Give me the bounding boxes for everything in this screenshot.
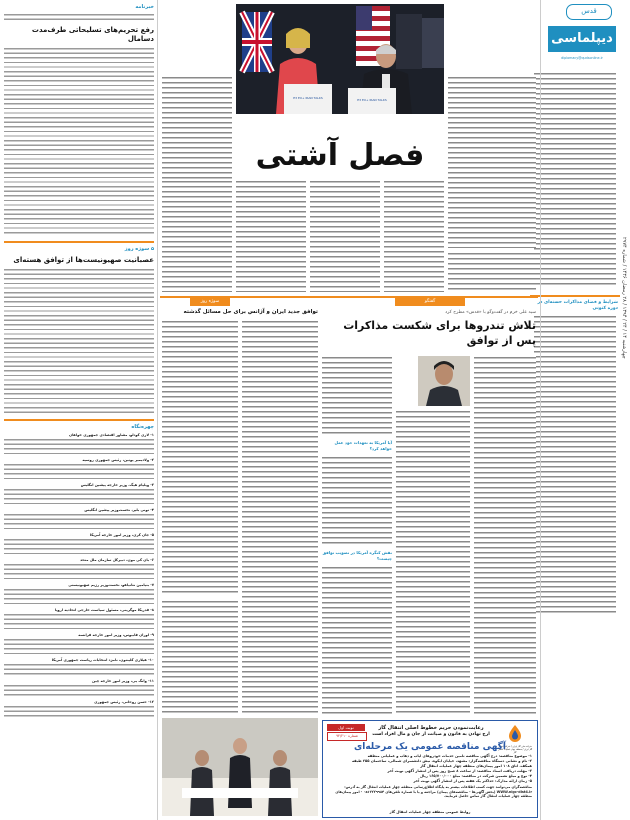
ad-items: [328, 754, 532, 784]
ad-logo-caption: شرکت ملی گاز ایران / شرکت انتقال گاز ایران / منطقه چهار عملیات انتقال گاز: [497, 745, 533, 754]
ad-badge-2: شماره ۹۴/۲۱۰: [327, 732, 367, 741]
right-col-text-bottom: [534, 315, 616, 615]
date-line: چهارشنبه ۱۴ / ۲۴ / ۱۳۹۴ / ۲۸ رمضان ۱۴۳۶ / شماره ۲۹۷۴: [621, 237, 627, 359]
center-text-2: [242, 320, 318, 715]
interview-text-3a: [322, 356, 392, 436]
main-story-col-2: [236, 180, 306, 292]
list-item: ۱۲- حسن روحانی، رئیس جمهوری: [94, 700, 154, 704]
interview-photo: [418, 356, 470, 406]
list-item: ۸- فدریکا موگرینی، مسئول سیاست خارجی اتحادیه اروپا: [54, 608, 154, 612]
ad-footer: مناقصه‌گران می‌توانند جهت کسب اطلاعات بیشتر به پایگاه اطلاع‌رسانی منطقه چهار عملیات انتقال گاز به آدرس: WWW.nigc-dist4.ir (بخش آگهی‌ها - مناقصه‌های پیمان) مراجعه و یا با شماره تلفن‌های ۰۵۱۳۲۲۹۹۸۴ - امور پیمان‌های منطقه چهار عملیات انتقال گاز تماس حاصل فرمایند.: [335, 785, 532, 799]
right-col-headline: شرایط و فضای مذاکرات حسنه‌ای در دوره کنونی: [537, 300, 618, 311]
col-separator: [540, 0, 541, 820]
left-rule-1: [4, 241, 154, 243]
list-item: ۲- ولادیمیر پوتین، رئیس جمهوری روسیه: [82, 458, 154, 462]
list-item-text: [4, 684, 154, 698]
left-text-3: [4, 268, 154, 413]
masthead: [538, 0, 630, 70]
list-item: ۱- لاری کودلو، مشاور اقتصادی جمهوری خواهان: [69, 433, 154, 437]
interview-question-2: نقش کنگره آمریکا در تصویب توافق چیست؟: [322, 550, 392, 561]
interview-text-3b: [322, 456, 392, 546]
right-col-text-top: [534, 72, 616, 287]
ad-signature: روابط عمومی منطقه چهار عملیات انتقال گاز: [389, 810, 471, 814]
interview-kicker: گفتگو: [395, 298, 465, 306]
list-item: ۳- ویلیام هیگ، وزیر خارجه پیشین انگلیس: [80, 483, 154, 487]
interview-text-2: [396, 410, 470, 715]
ad-badge-1: نوبت اول: [327, 724, 365, 731]
list-item: ۹- لوران فابیوس، وزیر امور خارجه فرانسه: [78, 633, 154, 637]
gas-company-logo-icon: [503, 724, 527, 742]
list-item: ۱۱- وانگ یی، وزیر امور خارجه چین: [92, 679, 154, 683]
list-item: ۱۰- هیلاری کلینتون، نامزد انتخابات ریاست جمهوری آمریکا: [51, 658, 154, 662]
main-story-col-3: [310, 180, 380, 292]
uk-flag-icon: [242, 12, 272, 72]
ad-box: [322, 720, 538, 818]
bottom-photo: [162, 718, 318, 816]
ad-top-line-1: رعایت‌نمودن حریم خطوط اصلی انتقال گاز: [378, 725, 484, 731]
left-text-1: [4, 13, 154, 23]
right-col-rule: [530, 295, 620, 297]
interviewee-portrait: [418, 356, 470, 406]
center-text-3: [162, 600, 238, 715]
list-item: ۳- مهلت دریافت اسناد مناقصه: از ساعت ۸ صبح روز پس از انتشار آگهی نوبت آخر: [387, 769, 532, 773]
left-kicker-3: چهره‌نگاه: [131, 424, 154, 430]
left-rule-2: [4, 419, 154, 421]
list-item-text: [4, 705, 154, 719]
left-headline-2: عصبانیت صهیونیست‌ها از توافق هسته‌ای: [13, 256, 154, 264]
main-photo: [236, 4, 444, 114]
center-headline: توافق جدید ایران و آژانس برای حل مسائل گذشته: [183, 309, 318, 315]
col-separator: [157, 0, 158, 820]
masthead-email: diplomacy@qudsonline.ir: [561, 56, 603, 60]
interview-subtitle: سید علی خرم در گفت‌وگو با «قدس» مطرح کرد: [445, 310, 536, 315]
podium-sign-right: E3 EU+ IRAN TALKS: [357, 98, 387, 102]
list-item: ۴- نوع و مبلغ تضمین شرکت در مناقصه: مبلغ ۱۶۵/۷۰۰/۰۰۰ ریال: [419, 774, 532, 778]
main-story-text-right: [448, 76, 536, 248]
list-item: ۵- جان کری، وزیر امور خارجه آمریکا: [89, 533, 154, 537]
section-logo: قدس: [566, 4, 612, 20]
left-headline-1: رفع تحریم‌های تسلیحاتی طرف‌مدت دسامال: [31, 26, 154, 43]
interview-headline: تلاش تندروها برای شکست مذاکرات پس از توافق: [343, 319, 536, 347]
main-headline: فصل آشتی: [255, 138, 425, 173]
list-item: ۱- موضوع مناقصه: درج آگهی مناقصه تامین خدمات خودروهای ایاب و ذهاب و عملیاتی منطقه: [367, 754, 532, 758]
left-bullet-list: [4, 433, 154, 719]
interview-text-3c: [322, 566, 392, 716]
ad-top-line-2: ارج نهادن به قانون و صیانت از جان و مال افراد است: [372, 732, 490, 737]
center-kicker: سوژه روز: [190, 298, 230, 306]
ad-title: آگهی مناقصه عمومی یک مرحله‌ای: [354, 742, 506, 752]
interview-question-1: آیا آمریکا به تعهدات خود عمل خواهد کرد؟: [334, 440, 392, 451]
list-item: ۷- بنیامین نتانیاهو، نخست‌وزیر رژیم صهیونیستی: [68, 583, 154, 587]
list-item: ۴- تونی بلیر، نخست‌وزیر پیشین انگلیس: [84, 508, 154, 512]
main-story-col-1: [162, 180, 232, 292]
list-item-text: [4, 613, 154, 631]
list-item-text: [4, 488, 154, 506]
list-item-text: [4, 663, 154, 677]
main-story-col-5: [448, 252, 536, 292]
signing-photo-graphic: [162, 718, 318, 816]
list-item-text: [4, 563, 154, 581]
interview-text-1: [474, 356, 536, 716]
center-text-1: [162, 320, 238, 595]
list-item-text: [4, 513, 154, 531]
list-item-text: [4, 638, 154, 656]
list-item: همکف، اتاق ۱۰۸ امور پیمان‌های منطقه چهار عملیات انتقال گاز: [420, 764, 532, 768]
list-item-text: [4, 463, 154, 481]
list-item: ۲- نام و نشانی دستگاه مناقصه‌گزار: مشهد، خیابان ابکوه، نبش دانشسرای شمالی، ساختمان ۲۵۵ طبقه: [351, 759, 532, 763]
left-column: [4, 4, 154, 816]
podium-sign-left: E3 EU+ IRAN TALKS: [293, 96, 323, 100]
left-text-2: [4, 47, 154, 235]
main-story-col-4: [384, 180, 444, 292]
left-kicker-1: خبرنامه: [135, 4, 154, 10]
list-item: ۶- بان کی مون، دبیرکل سازمان ملل متحد: [80, 558, 154, 562]
list-item-text: [4, 588, 154, 606]
section-banner: دیپلماسی: [548, 26, 616, 52]
list-item: ۵- زمان ارائه مدارک: حداکثر یک هفته پس از انتشار آگهی نوبت آخر: [413, 779, 532, 783]
left-kicker-2: ۵ سوژه روز: [124, 246, 154, 252]
main-photo-graphic: [236, 4, 444, 114]
list-item-text: [4, 438, 154, 456]
list-item-text: [4, 538, 154, 556]
